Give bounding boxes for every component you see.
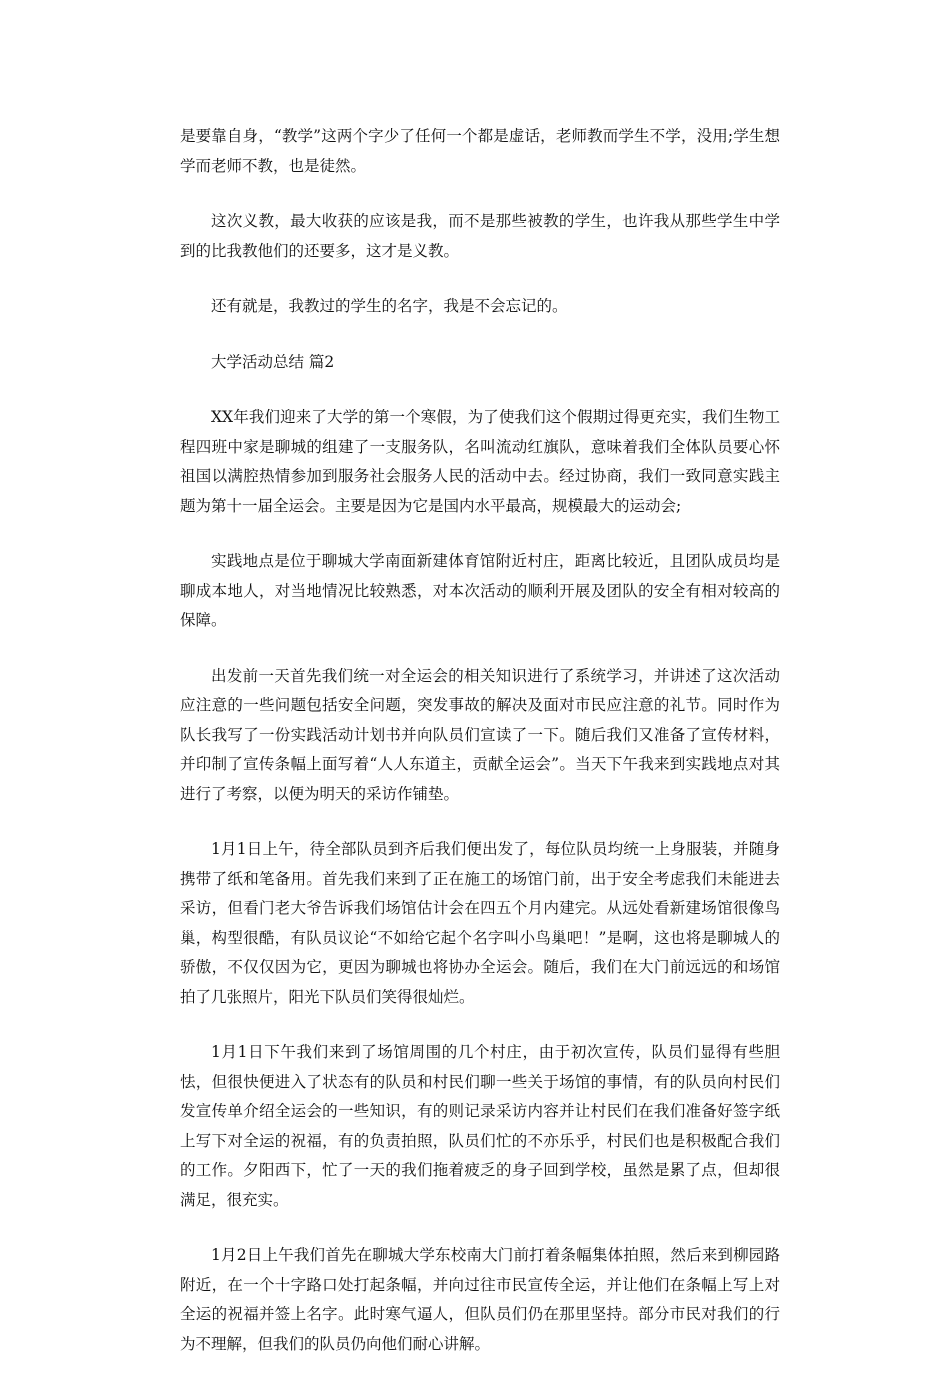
paragraph-2: 这次义教，最大收获的应该是我，而不是那些被教的学生，也许我从那些学生中学到的比我教他们的还要多，这才是义教。 — [180, 212, 780, 260]
paragraph-1: 是要靠自身，“教学”这两个字少了任何一个都是虚话，老师教而学生不学，没用;学生想学而老师不教，也是徒然。 — [180, 127, 780, 175]
paragraph-6: 实践地点是位于聊城大学南面新建体育馆附近村庄，距离比较近，且团队成员均是聊成本地人，对当地情况比较熟悉，对本次活动的顺利开展及团队的安全有相对较高的保障。 — [180, 552, 780, 629]
paragraph-5: XX年我们迎来了大学的第一个寒假，为了使我们这个假期过得更充实，我们生物工程四班中家是聊城的组建了一支服务队，名叫流动红旗队，意味着我们全体队员要心怀祖国以满腔热情参加到服务社会服务人民的活动中去。经过协商，我们一致同意实践主题为第十一届全运会。主要是因为它是国内水平最高，规模最大的运动会; — [180, 408, 780, 515]
paragraph-10: 1月2日上午我们首先在聊城大学东校南大门前打着条幅集体拍照，然后来到柳园路附近，在一个十字路口处打起条幅，并向过往市民宣传全运，并让他们在条幅上写上对全运的祝福并签上名字。此时寒气逼人，但队员们仍在那里坚持。部分市民对我们的行为不理解，但我们的队员仍向他们耐心讲解。 — [180, 1246, 780, 1353]
paragraph-9: 1月1日下午我们来到了场馆周围的几个村庄，由于初次宣传，队员们显得有些胆怯，但很快便进入了状态有的队员和村民们聊一些关于场馆的事情，有的队员向村民们发宣传单介绍全运会的一些知识，有的则记录采访内容并让村民们在我们准备好签字纸上写下对全运的祝福，有的负责拍照，队员们忙的不亦乐乎，村民们也是积极配合我们的工作。夕阳西下，忙了一天的我们拖着疲乏的身子回到学校，虽然是累了点，但却很满足，很充实。 — [180, 1043, 780, 1209]
paragraph-7: 出发前一天首先我们统一对全运会的相关知识进行了系统学习，并讲述了这次活动应注意的一些问题包括安全问题，突发事故的解决及面对市民应注意的礼节。同时作为队长我写了一份实践活动计划书并向队员们宣读了一下。随后我们又准备了宣传材料，并印制了宣传条幅上面写着“人人东道主，贡献全运会”。当天下午我来到实践地点对其进行了考察，以便为明天的采访作铺垫。 — [180, 666, 780, 803]
document-page — [180, 122, 780, 1385]
paragraph-8: 1月1日上午，待全部队员到齐后我们便出发了，每位队员均统一上身服装，并随身携带了纸和笔备用。首先我们来到了正在施工的场馆门前，出于安全考虑我们未能进去采访，但看门老大爷告诉我们场馆估计会在四五个月内建完。从远处看新建场馆很像鸟巢，构型很酷，有队员议论“不如给它起个名字叫小鸟巢吧！”是啊，这也将是聊城人的骄傲，不仅仅因为它，更因为聊城也将协办全运会。随后，我们在大门前远远的和场馆拍了几张照片，阳光下队员们笑得很灿烂。 — [180, 840, 780, 1006]
section-heading: 大学活动总结 篇2 — [211, 352, 335, 371]
paragraph-3: 还有就是，我教过的学生的名字，我是不会忘记的。 — [211, 297, 568, 315]
